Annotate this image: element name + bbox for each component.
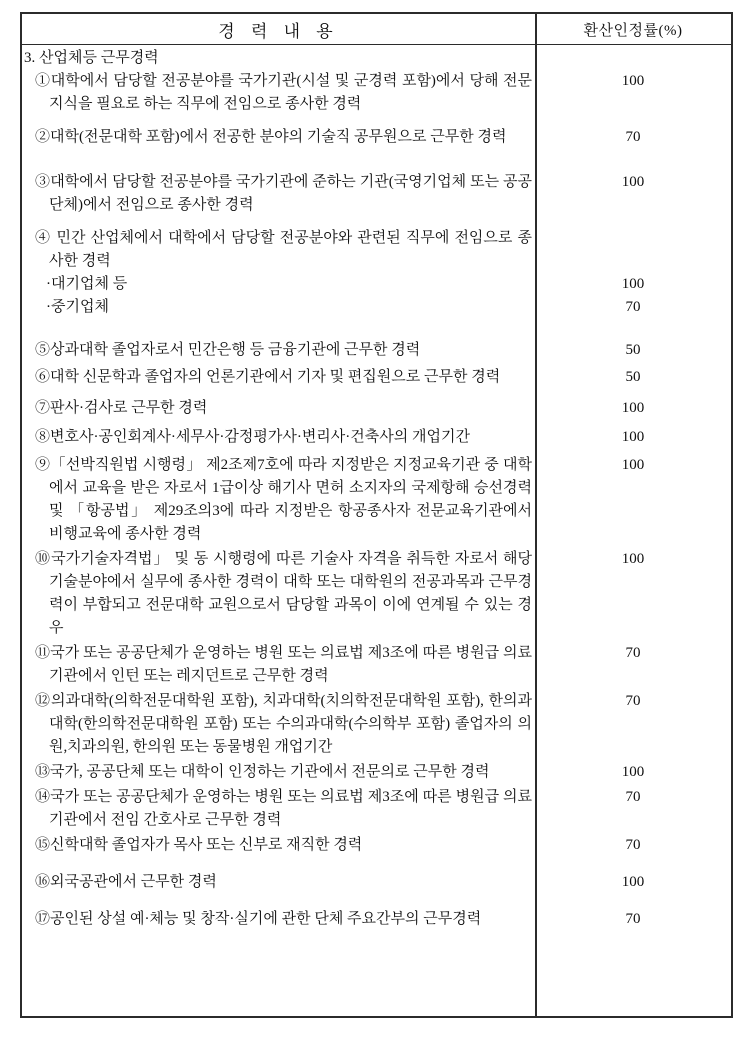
career-text: ⑪국가 또는 공공단체가 운영하는 병원 또는 의료법 제3조에 따른 병원급 의료기관에서 인턴 또는 레지던트로 근무한 경력	[35, 645, 532, 684]
rate-value: 50	[625, 369, 641, 385]
rate-value: 100	[621, 429, 645, 445]
rate-value: 100	[621, 874, 645, 890]
rate-value: 70	[625, 837, 641, 853]
table-row	[22, 426, 731, 449]
rate-value: 100	[621, 276, 645, 292]
section-title: 3. 산업체등 근무경력	[24, 50, 159, 66]
rate-value: 70	[625, 299, 641, 315]
table-row	[22, 690, 731, 759]
career-text: ⑩국가기술자격법」 및 동 시행령에 따른 기술사 자격을 취득한 자로서 해당 기술분야에서 실무에 종사한 경력이 대학 또는 대학원의 전공과목과 근무경력이 부합되고 전문대학 교원으로서 담당할 과목이 이에 연계될 수 있는 경우	[35, 551, 532, 636]
rate-value: 100	[621, 764, 645, 780]
table-subrow	[22, 273, 731, 296]
table-row	[22, 908, 731, 931]
career-recognition-table	[20, 12, 733, 1018]
table-row	[22, 70, 731, 116]
career-text: ①대학에서 담당할 전공분야를 국가기관(시설 및 군경력 포함)에서 당해 전문지식을 필요로 하는 직무에 전임으로 종사한 경력	[35, 73, 532, 112]
career-text: ⑭국가 또는 공공단체가 운영하는 병원 또는 의료법 제3조에 따른 병원급 의료기관에서 전임 간호사로 근무한 경력	[35, 789, 532, 828]
column-divider	[535, 14, 537, 1016]
column-header-recognition-rate: 환산인정률(%)	[583, 22, 683, 39]
table-row	[22, 227, 731, 273]
career-text: ⑦판사·검사로 근무한 경력	[35, 400, 208, 416]
career-text: ⑬국가, 공공단체 또는 대학이 인정하는 기관에서 전문의로 근무한 경력	[35, 764, 490, 780]
table-row	[22, 642, 731, 688]
rate-value: 100	[621, 457, 645, 473]
column-header-career-content: 경 력 내 용	[218, 21, 339, 41]
career-text: ⑨「선박직원법 시행령」 제2조제7호에 따라 지정받은 지정교육기관 중 대학에서 교육을 받은 자로서 1급이상 해기사 면허 소지자의 국제항해 승선경력 및 「항공법」 제29조의3에 따라 지정받은 항공종사자 전문교육기관에서 비행교육에 종사한 경력	[35, 457, 532, 542]
table-row	[22, 834, 731, 857]
career-text: ②대학(전문대학 포함)에서 전공한 분야의 기술직 공무원으로 근무한 경력	[35, 129, 507, 145]
career-text: ⑰공인된 상설 예·체능 및 창작·실기에 관한 단체 주요간부의 근무경력	[35, 911, 482, 927]
career-text: ③대학에서 담당할 전공분야를 국가기관에 준하는 기관(국영기업체 또는 공공단체)에서 전임으로 종사한 경력	[35, 174, 532, 213]
table-body	[22, 45, 731, 931]
rate-value: 100	[621, 551, 645, 567]
career-text: ⑫의과대학(의학전문대학원 포함), 치과대학(치의학전문대학원 포함), 한의과대학(한의학전문대학원 포함) 또는 수의과대학(수의학부 포함) 졸업자의 의원,치과의원, 한의원 또는 동물병원 개업기간	[35, 693, 532, 755]
rate-value: 70	[625, 789, 641, 805]
career-subtext: ·중기업체	[46, 299, 109, 315]
career-text: ④ 민간 산업체에서 대학에서 담당할 전공분야와 관련된 직무에 전임으로 종사한 경력	[35, 230, 532, 269]
table-header-row	[22, 14, 731, 45]
rate-value: 100	[621, 174, 645, 190]
table-row	[22, 454, 731, 546]
rate-value: 50	[625, 342, 641, 358]
table-row	[22, 171, 731, 217]
table-row	[22, 786, 731, 832]
table-row	[22, 366, 731, 389]
table-subrow	[22, 296, 731, 319]
table-row	[22, 126, 731, 149]
career-subtext: ·대기업체 등	[46, 276, 128, 292]
rate-value: 100	[621, 73, 645, 89]
career-text: ⑤상과대학 졸업자로서 민간은행 등 금융기관에 근무한 경력	[35, 342, 421, 358]
table-row	[22, 871, 731, 894]
rate-value: 70	[625, 645, 641, 661]
rate-value: 70	[625, 693, 641, 709]
table-row	[22, 761, 731, 784]
table-row	[22, 339, 731, 362]
career-text: ⑥대학 신문학과 졸업자의 언론기관에서 기자 및 편집원으로 근무한 경력	[35, 369, 501, 385]
table-row	[22, 397, 731, 420]
rate-value: 100	[621, 400, 645, 416]
career-text: ⑯외국공관에서 근무한 경력	[35, 874, 217, 890]
career-text: ⑮신학대학 졸업자가 목사 또는 신부로 재직한 경력	[35, 837, 363, 853]
rate-value: 70	[625, 911, 641, 927]
career-text: ⑧변호사·공인회계사·세무사·감정평가사·변리사·건축사의 개업기간	[35, 429, 470, 445]
rate-value: 70	[625, 129, 641, 145]
table-row	[22, 548, 731, 640]
